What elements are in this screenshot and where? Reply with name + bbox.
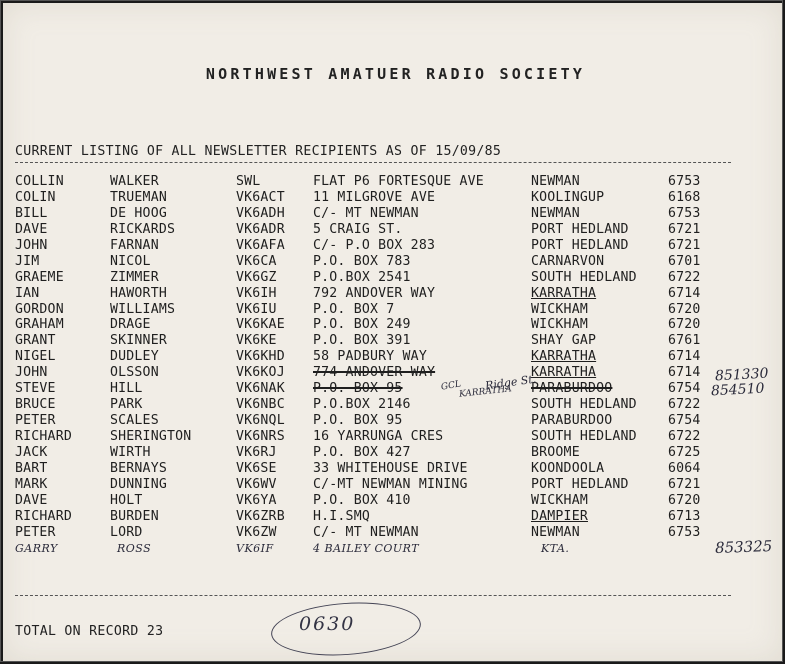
callsign: SWL	[236, 174, 261, 189]
first-name: PETER	[15, 524, 56, 540]
last-name: SCALES	[110, 413, 159, 429]
first-name: GRANT	[15, 333, 56, 349]
callsign: VK6AFA	[236, 237, 285, 253]
address: 11 MILGROVE AVE	[313, 189, 436, 205]
postcode: 6714	[668, 365, 701, 381]
callsign: VK6IH	[236, 285, 277, 301]
postcode: 6722	[668, 429, 701, 444]
town: SOUTH HEDLAND	[531, 397, 637, 413]
callsign: VK6ADH	[236, 205, 285, 221]
first-name: PETER	[15, 413, 56, 429]
address: P.O. BOX 783	[313, 253, 411, 269]
town: NEWMAN	[531, 205, 580, 221]
first-name: JACK	[15, 444, 48, 460]
last-name: ROSS	[117, 541, 152, 555]
last-name: RICKARDS	[110, 221, 176, 237]
first-name: RICHARD	[15, 429, 72, 444]
last-name: BERNAYS	[110, 460, 167, 476]
postcode: 6714	[668, 285, 701, 301]
callsign: VK6CA	[236, 253, 277, 269]
postcode: 6713	[668, 508, 701, 524]
first-name: COLLIN	[15, 174, 64, 189]
town: NEWMAN	[531, 524, 580, 540]
bottom-divider	[15, 595, 731, 596]
postcode: 6722	[668, 397, 701, 413]
town: PORT HEDLAND	[531, 221, 629, 237]
karratha-note: KARRATHA	[458, 384, 513, 400]
town: KARRATHA	[531, 285, 597, 301]
callsign: VK6IF	[236, 541, 274, 555]
postcode: 6761	[668, 333, 701, 349]
first-name: DAVE	[15, 221, 48, 237]
town: KOONDOOLA	[531, 460, 605, 476]
postcode: 6720	[668, 317, 701, 333]
phone-note-ross: 853325	[714, 537, 773, 557]
callsign: VK6RJ	[236, 444, 277, 460]
callsign: VK6NAK	[236, 381, 285, 397]
callsign: VK6ZRB	[236, 508, 285, 524]
callsign: VK6IU	[236, 301, 277, 317]
gcl-note: GCL	[440, 379, 462, 393]
first-name: GORDON	[15, 301, 64, 317]
address: 774 ANDOVER WAY	[313, 365, 436, 381]
last-name: FARNAN	[110, 237, 159, 253]
address: P.O. BOX 249	[313, 317, 411, 333]
callsign: VK6YA	[236, 492, 277, 508]
first-name: STEVE	[15, 381, 56, 397]
address: C/- P.O BOX 283	[313, 237, 436, 253]
last-name: TRUEMAN	[110, 189, 167, 205]
callsign: VK6KOJ	[236, 365, 285, 381]
first-name: GRAEME	[15, 269, 64, 285]
callsign: VK6GZ	[236, 269, 277, 285]
callsign: VK6NQL	[236, 413, 285, 429]
address: P.O. BOX 427	[313, 444, 411, 460]
postcode: 6168	[668, 189, 701, 205]
address: 792 ANDOVER WAY	[313, 285, 436, 301]
town: KTA.	[541, 541, 570, 555]
town: WICKHAM	[531, 492, 588, 508]
postcode: 6753	[668, 205, 701, 221]
address: P.O. BOX 391	[313, 333, 411, 349]
last-name: DUNNING	[110, 476, 167, 492]
callsign: VK6NRS	[236, 429, 285, 444]
last-name: DE HOOG	[110, 205, 167, 221]
town: SOUTH HEDLAND	[531, 429, 637, 444]
last-name: WALKER	[110, 174, 159, 189]
address: P.O.BOX 2541	[313, 269, 411, 285]
last-name: HOLT	[110, 492, 143, 508]
town: SOUTH HEDLAND	[531, 269, 637, 285]
callsign: VK6KHD	[236, 349, 285, 365]
first-name: RICHARD	[15, 508, 72, 524]
address: 58 PADBURY WAY	[313, 349, 427, 365]
last-name: HAWORTH	[110, 285, 167, 301]
town: SHAY GAP	[531, 333, 597, 349]
first-name: MARK	[15, 476, 48, 492]
town: PORT HEDLAND	[531, 476, 629, 492]
address: P.O. BOX 95	[313, 413, 403, 429]
first-name: COLIN	[15, 189, 56, 205]
postcode: 6701	[668, 253, 701, 269]
phone-note-hill: 854510	[710, 380, 765, 400]
stamp-number: 0630	[299, 613, 356, 635]
callsign: VK6KE	[236, 333, 277, 349]
street-correction-note: Ridge St.	[484, 372, 537, 393]
town: PARABURDOO	[531, 413, 613, 429]
address: C/-MT NEWMAN MINING	[313, 476, 468, 492]
last-name: WILLIAMS	[110, 301, 176, 317]
document-title: NORTHWEST AMATUER RADIO SOCIETY	[205, 65, 586, 83]
first-name: GRAHAM	[15, 317, 64, 333]
last-name: HILL	[110, 381, 143, 397]
postcode: 6754	[668, 413, 701, 429]
first-name: DAVE	[15, 492, 48, 508]
top-divider	[15, 162, 731, 163]
last-name: DRAGE	[110, 317, 151, 333]
callsign: VK6WV	[236, 476, 277, 492]
town: KARRATHA	[531, 365, 597, 381]
address: P.O.BOX 2146	[313, 397, 411, 413]
address: 5 CRAIG ST.	[313, 221, 403, 237]
postcode: 6721	[668, 221, 701, 237]
first-name: BART	[15, 460, 48, 476]
address: P.O. BOX 7	[313, 301, 395, 317]
town: NEWMAN	[531, 174, 580, 189]
total-on-record: TOTAL ON RECORD 23	[15, 624, 164, 639]
last-name: LORD	[110, 524, 143, 540]
document-page	[3, 3, 782, 661]
address: P.O. BOX 410	[313, 492, 411, 508]
last-name: OLSSON	[110, 365, 159, 381]
last-name: NICOL	[110, 253, 151, 269]
listing-subtitle: CURRENT LISTING OF ALL NEWSLETTER RECIPIENTS AS OF 15/09/85	[15, 144, 502, 159]
postcode: 6720	[668, 301, 701, 317]
address: 33 WHITEHOUSE DRIVE	[313, 460, 468, 476]
address: C/- MT NEWMAN	[313, 205, 419, 221]
town: WICKHAM	[531, 317, 588, 333]
postcode: 6753	[668, 174, 701, 189]
first-name: IAN	[15, 285, 40, 301]
town: CARNARVON	[531, 253, 605, 269]
callsign: VK6KAE	[236, 317, 285, 333]
first-name: JIM	[15, 253, 40, 269]
first-name: NIGEL	[15, 349, 56, 365]
callsign: VK6SE	[236, 460, 277, 476]
address: 4 BAILEY COURT	[313, 541, 420, 555]
last-name: WIRTH	[110, 444, 151, 460]
town: PARABURDOO	[531, 381, 613, 397]
last-name: SHERINGTON	[110, 429, 192, 444]
last-name: ZIMMER	[110, 269, 159, 285]
last-name: PARK	[110, 397, 143, 413]
postcode: 6754	[668, 381, 701, 397]
postcode: 6725	[668, 444, 701, 460]
postcode: 6064	[668, 460, 701, 476]
postcode: 6722	[668, 269, 701, 285]
town: KOOLINGUP	[531, 189, 605, 205]
address: 16 YARRUNGA CRES	[313, 429, 444, 444]
address: FLAT P6 FORTESQUE AVE	[313, 174, 484, 189]
postcode: 6720	[668, 492, 701, 508]
town: DAMPIER	[531, 508, 588, 524]
callsign: VK6ZW	[236, 524, 277, 540]
callsign: VK6ADR	[236, 221, 285, 237]
callsign: VK6NBC	[236, 397, 285, 413]
first-name: BRUCE	[15, 397, 56, 413]
first-name: BILL	[15, 205, 48, 221]
phone-note-olsson: 851330	[714, 365, 769, 385]
postcode: 6753	[668, 524, 701, 540]
last-name: DUDLEY	[110, 349, 159, 365]
first-name: JOHN	[15, 365, 48, 381]
last-name: BURDEN	[110, 508, 159, 524]
first-name: JOHN	[15, 237, 48, 253]
postcode: 6714	[668, 349, 701, 365]
town: PORT HEDLAND	[531, 237, 629, 253]
town: WICKHAM	[531, 301, 588, 317]
callsign: VK6ACT	[236, 189, 285, 205]
last-name: SKINNER	[110, 333, 167, 349]
address: H.I.SMQ	[313, 508, 370, 524]
postcode: 6721	[668, 237, 701, 253]
town: KARRATHA	[531, 349, 597, 365]
first-name: GARRY	[15, 541, 58, 555]
postcode: 6721	[668, 476, 701, 492]
town: BROOME	[531, 444, 580, 460]
address: P.O. BOX 95	[313, 381, 403, 397]
address: C/- MT NEWMAN	[313, 524, 419, 540]
